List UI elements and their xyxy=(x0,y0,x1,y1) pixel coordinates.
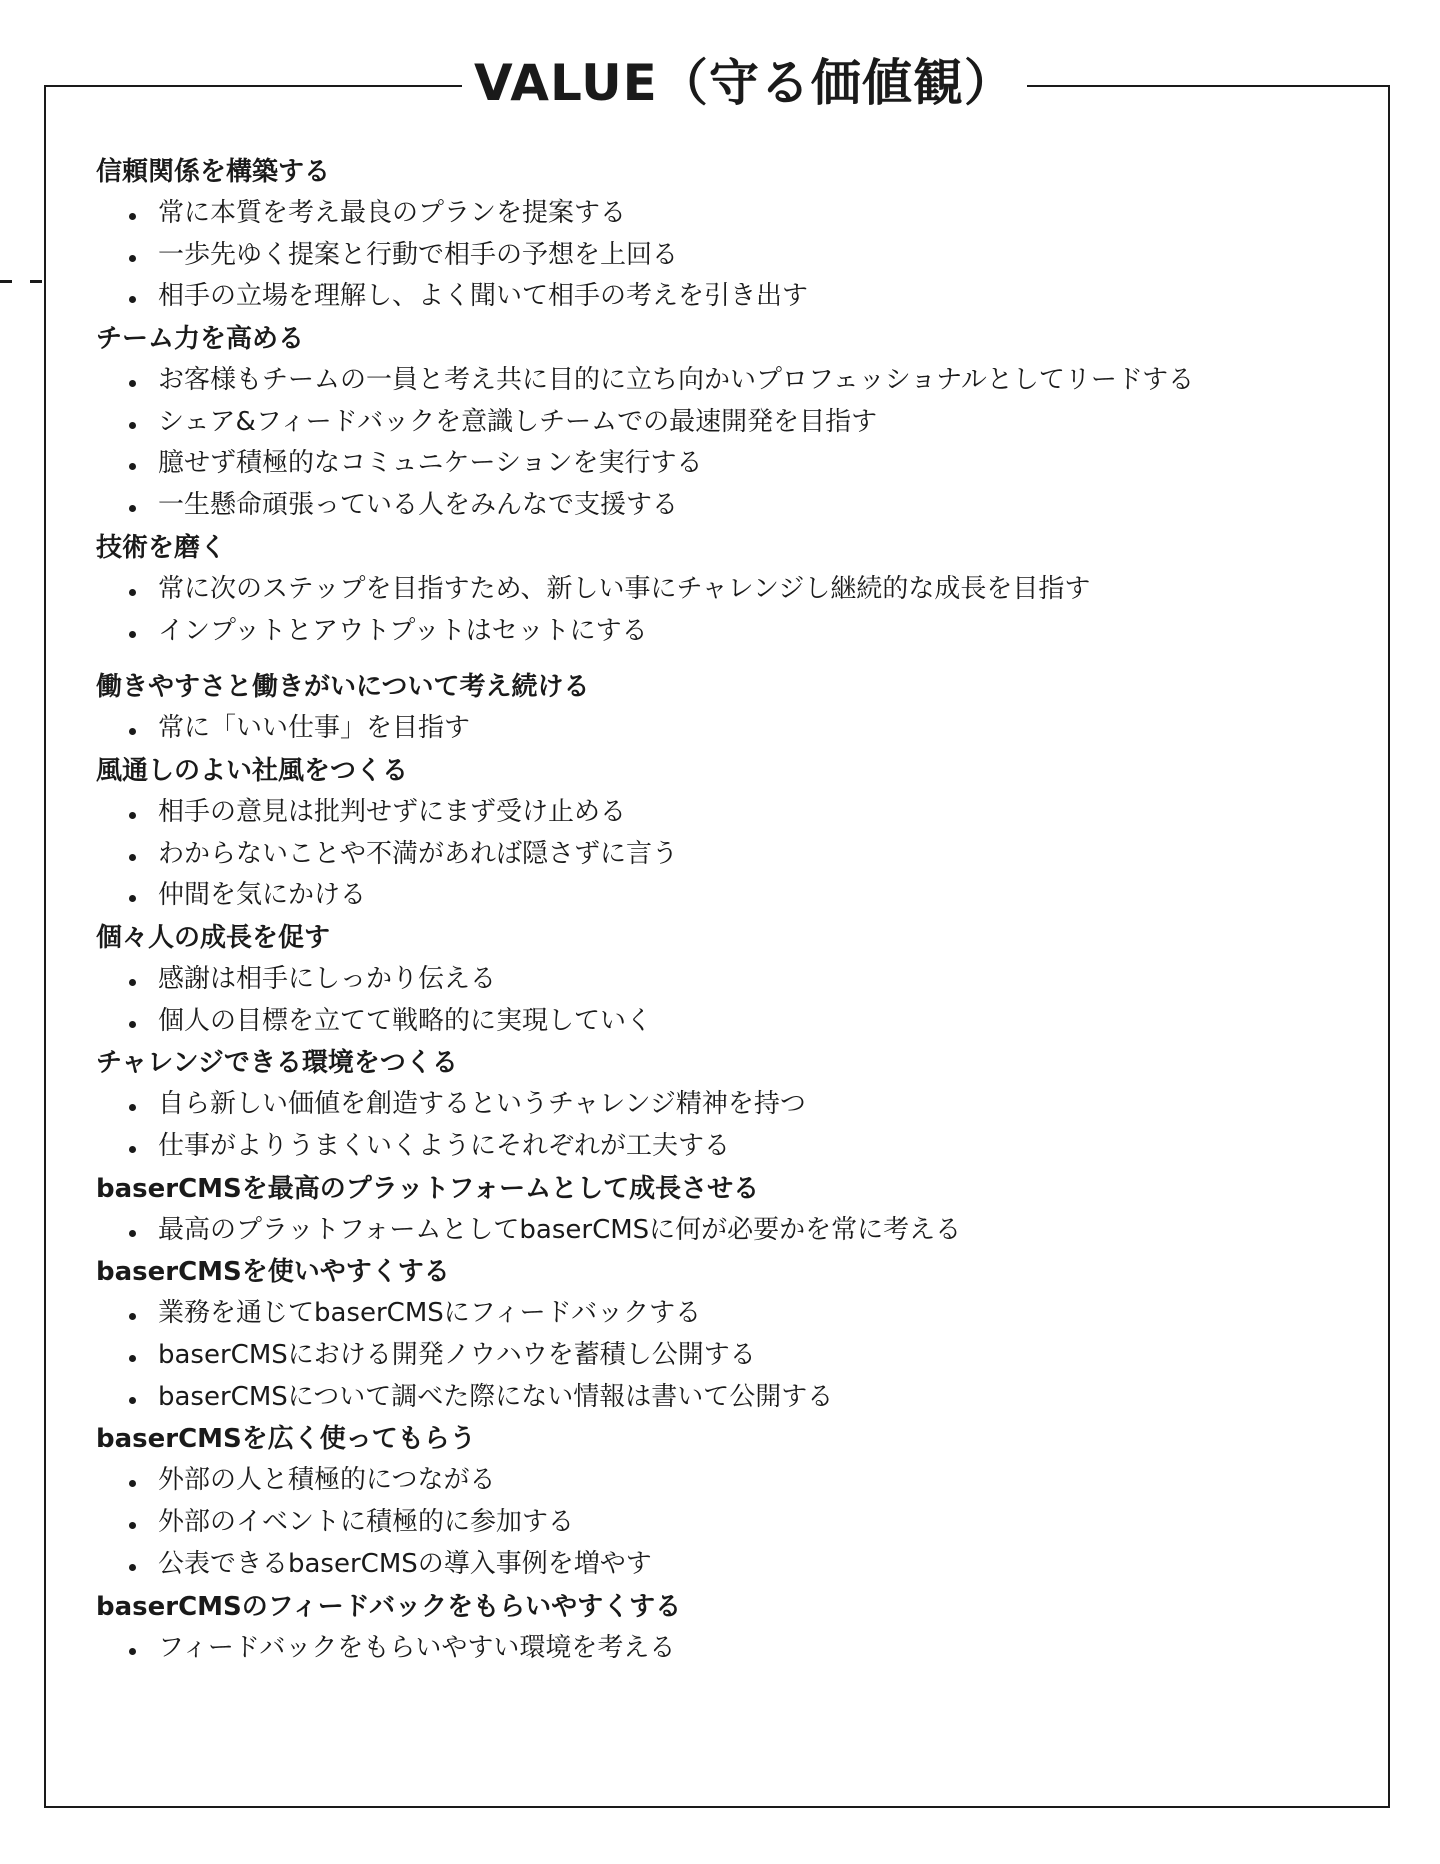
bullet-icon xyxy=(129,631,136,638)
group-heading: 個々人の成長を促す xyxy=(96,922,331,953)
group-heading: 風通しのよい社風をつくる xyxy=(96,755,409,786)
page-title: VALUE（守る価値観） xyxy=(462,48,1027,118)
list-item-text: baserCMSにおける開発ノウハウを蓄積し公開する xyxy=(158,1340,756,1371)
group-item-list xyxy=(96,959,1376,1042)
list-item xyxy=(96,1293,1376,1335)
value-group xyxy=(96,318,1376,527)
list-item xyxy=(96,611,1376,653)
list-item xyxy=(96,1502,1376,1544)
group-heading: baserCMSを広く使ってもらう xyxy=(96,1424,476,1455)
list-item xyxy=(96,1210,1376,1252)
list-item-text: 業務を通じてbaserCMSにフィードバックする xyxy=(158,1298,702,1329)
value-group xyxy=(96,1418,1376,1585)
list-item-text: 仲間を気にかける xyxy=(158,880,367,911)
bullet-icon xyxy=(129,1648,136,1655)
bullet-icon xyxy=(129,1522,136,1529)
list-item xyxy=(96,1335,1376,1377)
group-item-list xyxy=(96,1293,1376,1418)
list-item-text: 臆せず積極的なコミュニケーションを実行する xyxy=(158,448,703,479)
list-item xyxy=(96,402,1376,444)
list-item xyxy=(96,875,1376,917)
list-item-text: 自ら新しい価値を創造するというチャレンジ精神を持つ xyxy=(158,1089,806,1120)
list-item-text: 一生懸命頑張っている人をみんなで支援する xyxy=(158,490,679,521)
list-item-text: 常に次のステップを目指すため、新しい事にチャレンジし継続的な成長を目指す xyxy=(158,573,1091,604)
list-item xyxy=(96,276,1376,318)
list-item xyxy=(96,1544,1376,1586)
group-heading: baserCMSのフィードバックをもらいやすくする xyxy=(96,1591,682,1622)
list-item-text: お客様もチームの一員と考え共に目的に立ち向かいプロフェッショナルとしてリードする xyxy=(158,365,1195,396)
list-item xyxy=(96,959,1376,1001)
value-group xyxy=(96,1251,1376,1418)
list-item xyxy=(96,1001,1376,1043)
list-item xyxy=(96,1126,1376,1168)
list-item-text: 感謝は相手にしっかり伝える xyxy=(158,963,497,994)
bullet-icon xyxy=(129,979,136,986)
group-heading: baserCMSを最高のプラットフォームとして成長させる xyxy=(96,1173,760,1204)
group-item-list xyxy=(96,193,1376,318)
list-item xyxy=(96,708,1376,750)
bullet-icon xyxy=(129,589,136,596)
bullet-icon xyxy=(129,213,136,220)
bullet-icon xyxy=(129,1313,136,1320)
list-item xyxy=(96,443,1376,485)
group-heading: 働きやすさと働きがいについて考え続ける xyxy=(96,672,590,703)
value-group xyxy=(96,1042,1376,1167)
list-item xyxy=(96,193,1376,235)
value-group xyxy=(96,1586,1376,1670)
list-item xyxy=(96,1377,1376,1419)
bullet-icon xyxy=(129,1146,136,1153)
group-item-list xyxy=(96,1628,1376,1670)
list-item-text: 常に本質を考え最良のプランを提案する xyxy=(158,198,627,228)
list-item xyxy=(96,569,1376,611)
bullet-icon xyxy=(129,1564,136,1571)
list-item xyxy=(96,1084,1376,1126)
value-group xyxy=(96,1168,1376,1252)
group-item-list xyxy=(96,708,1376,750)
list-item xyxy=(96,235,1376,277)
bullet-icon xyxy=(129,463,136,470)
group-heading: チャレンジできる環境をつくる xyxy=(96,1048,458,1079)
group-item-list xyxy=(96,792,1376,917)
list-item-text: 仕事がよりうまくいくようにそれぞれが工夫する xyxy=(158,1131,731,1161)
bullet-icon xyxy=(129,1104,136,1111)
list-item-text: 外部の人と積極的につながる xyxy=(158,1465,496,1496)
list-item xyxy=(96,834,1376,876)
list-item xyxy=(96,792,1376,834)
group-item-list xyxy=(96,569,1376,652)
bullet-icon xyxy=(129,1355,136,1362)
list-item xyxy=(96,485,1376,527)
group-item-list xyxy=(96,1210,1376,1252)
list-item-text: baserCMSについて調べた際にない情報は書いて公開する xyxy=(158,1381,834,1412)
bullet-icon xyxy=(129,296,136,303)
value-group xyxy=(96,527,1376,652)
list-item-text: 公表できるbaserCMSの導入事例を増やす xyxy=(158,1548,652,1579)
bullet-icon xyxy=(129,380,136,387)
group-heading: 信頼関係を構築する xyxy=(96,157,331,187)
bullet-icon xyxy=(129,812,136,819)
group-heading: baserCMSを使いやすくする xyxy=(96,1257,450,1288)
group-heading: チーム力を高める xyxy=(96,324,305,355)
list-item-text: フィードバックをもらいやすい環境を考える xyxy=(158,1632,676,1663)
bullet-icon xyxy=(129,255,136,262)
bullet-icon xyxy=(129,728,136,735)
list-item-text: 相手の立場を理解し、よく聞いて相手の考えを引き出す xyxy=(158,281,809,312)
bullet-icon xyxy=(129,1480,136,1487)
list-item xyxy=(96,1460,1376,1502)
list-item-text: 個人の目標を立てて戦略的に実現していく xyxy=(158,1005,653,1036)
list-item-text: 外部のイベントに積極的に参加する xyxy=(158,1507,575,1538)
value-group xyxy=(96,666,1376,750)
list-item-text: 常に「いい仕事」を目指す xyxy=(158,713,471,744)
bullet-icon xyxy=(129,1397,136,1404)
value-group xyxy=(96,917,1376,1042)
list-item-text: 最高のプラットフォームとしてbaserCMSに何が必要かを常に考える xyxy=(158,1214,962,1245)
left-dash-mark xyxy=(30,280,42,283)
list-item xyxy=(96,1628,1376,1670)
group-heading: 技術を磨く xyxy=(96,532,227,563)
bullet-icon xyxy=(129,422,136,429)
bullet-icon xyxy=(129,1021,136,1028)
bullet-icon xyxy=(129,505,136,512)
value-groups xyxy=(96,151,1376,1669)
bullet-icon xyxy=(129,1230,136,1237)
list-item-text: 相手の意見は批判せずにまず受け止める xyxy=(158,796,627,827)
group-item-list xyxy=(96,1084,1376,1167)
bullet-icon xyxy=(129,895,136,902)
list-item-text: わからないことや不満があれば隠さずに言う xyxy=(158,838,679,869)
list-item-text: シェア&フィードバックを意識しチームでの最速開発を目指す xyxy=(158,406,878,437)
value-group xyxy=(96,151,1376,318)
bullet-icon xyxy=(129,854,136,861)
list-item xyxy=(96,360,1376,402)
list-item-text: 一歩先ゆく提案と行動で相手の予想を上回る xyxy=(158,239,679,270)
list-item-text: インプットとアウトプットはセットにする xyxy=(158,615,648,646)
value-group xyxy=(96,750,1376,917)
left-dash-mark xyxy=(0,280,12,283)
group-item-list xyxy=(96,360,1376,527)
group-item-list xyxy=(96,1460,1376,1585)
